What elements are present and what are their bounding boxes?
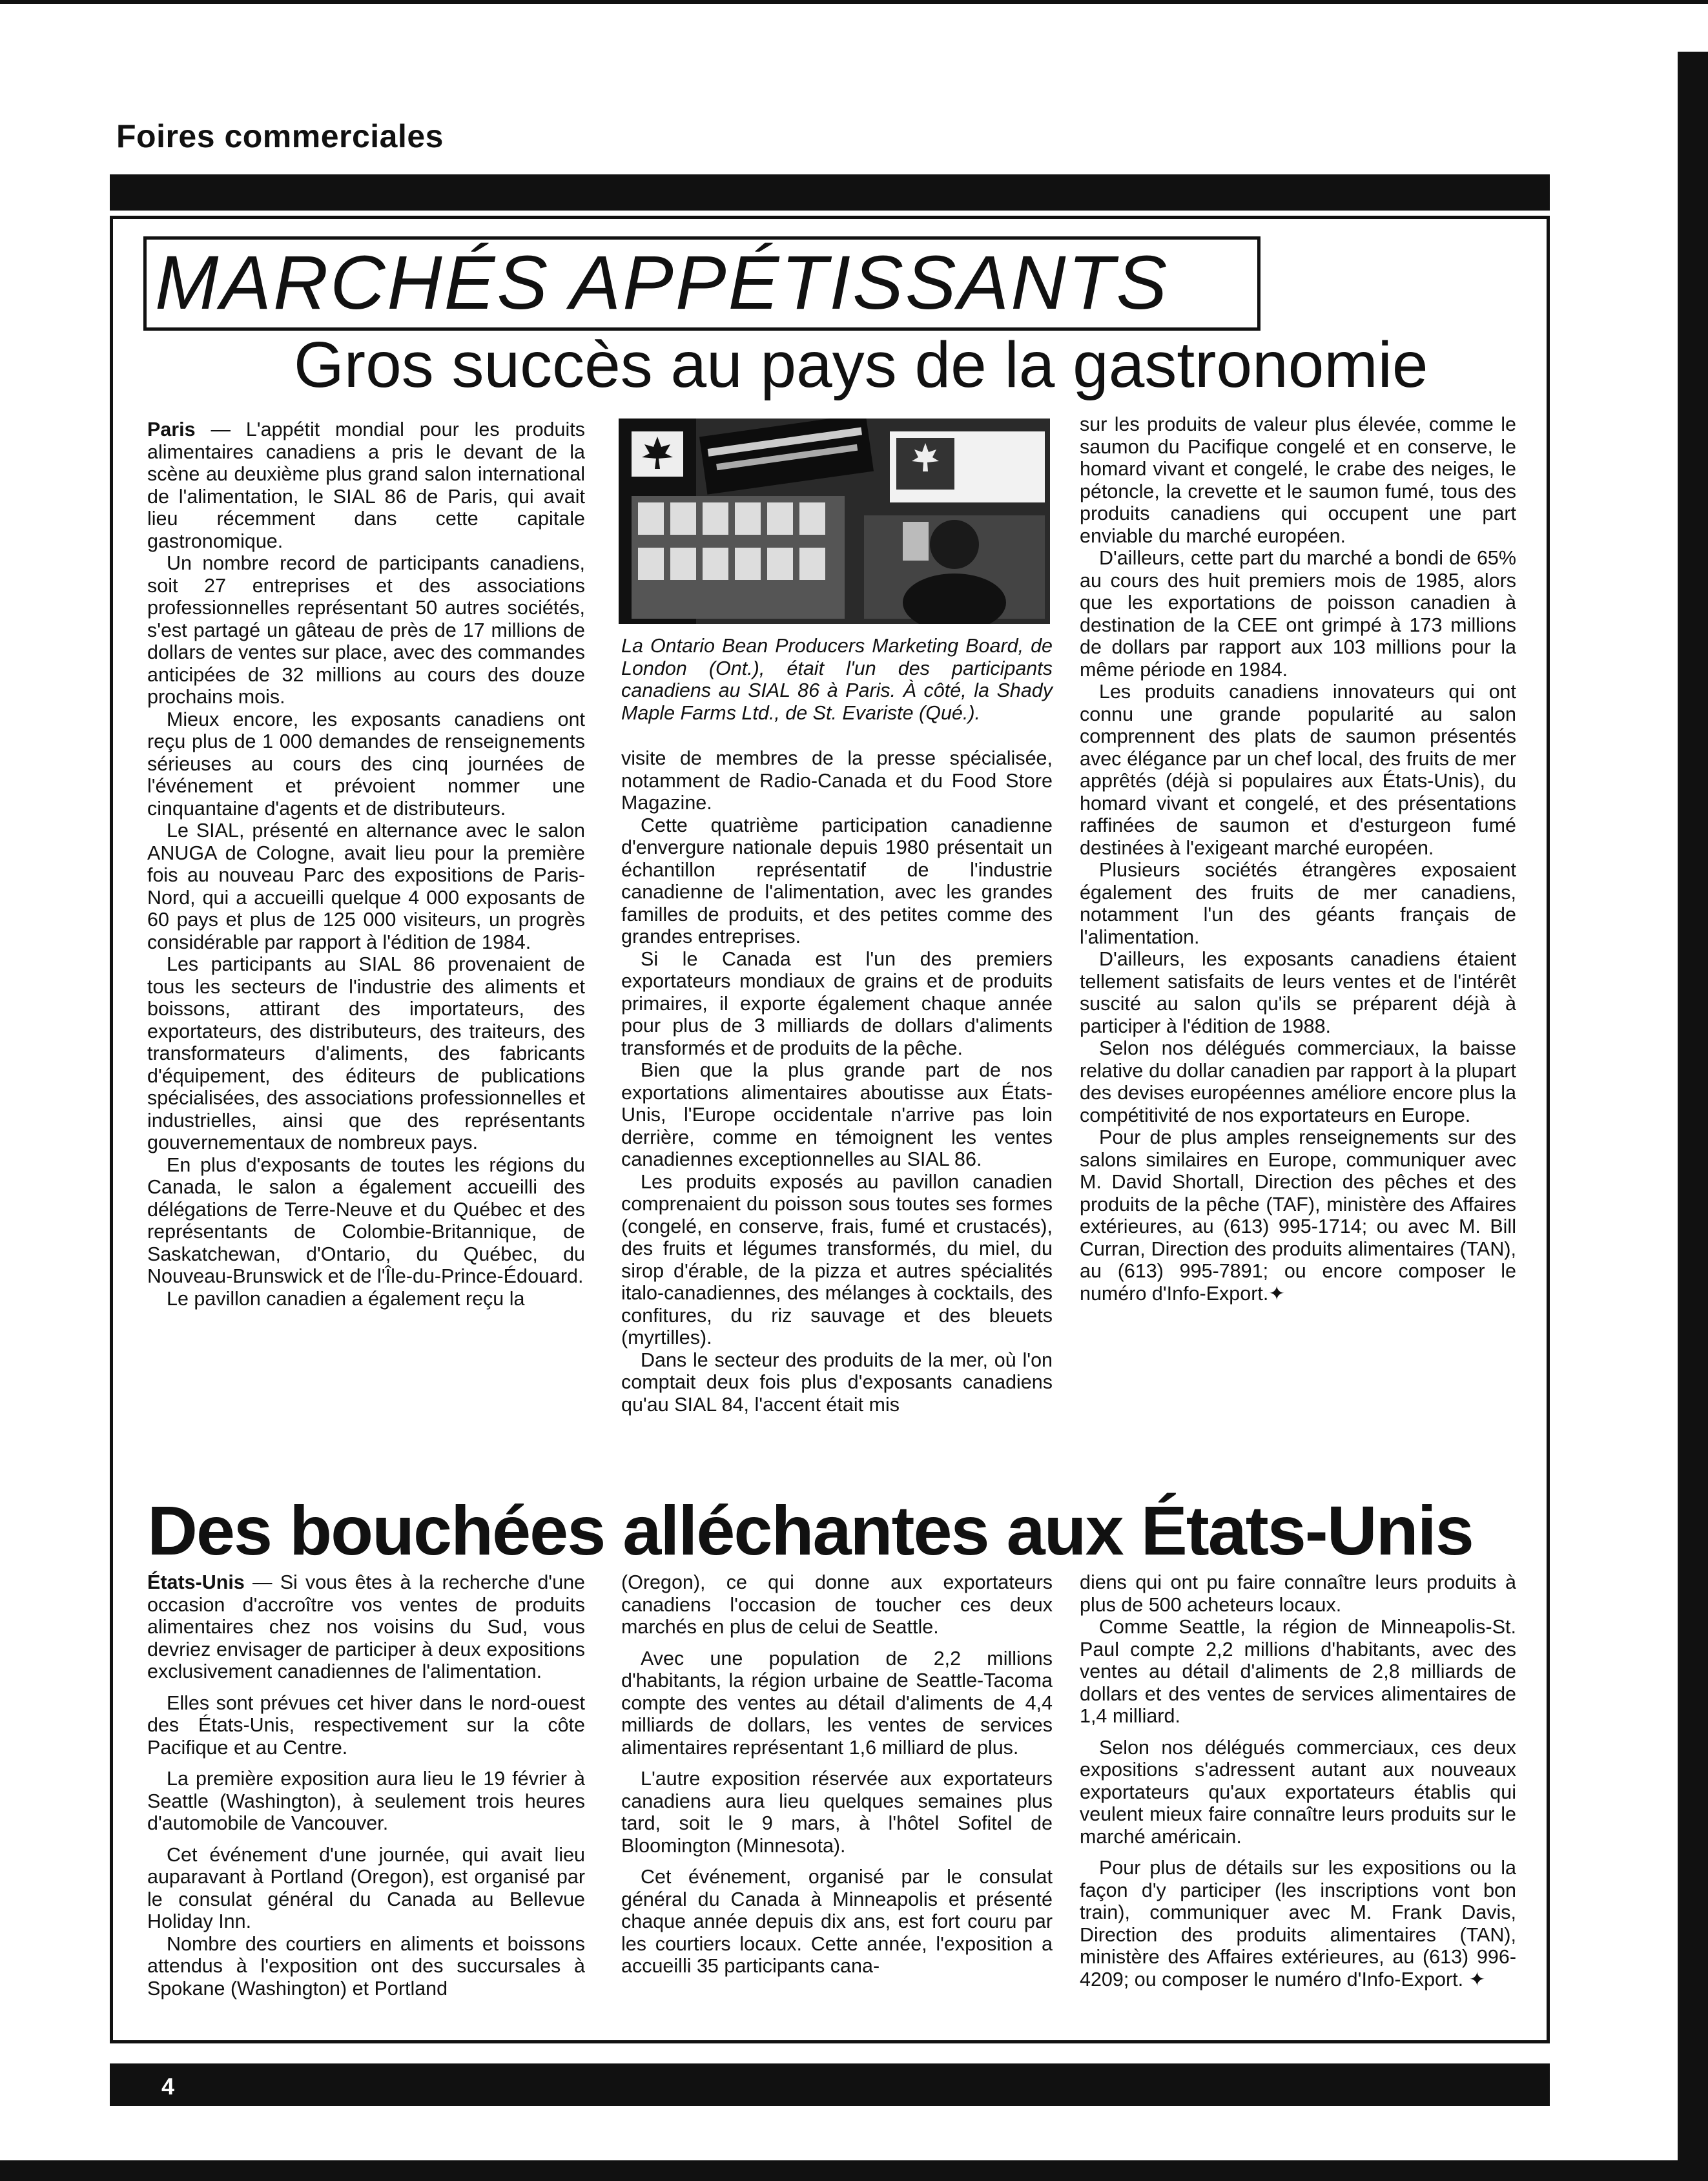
paragraph: D'ailleurs, cette part du marché a bondi de 65% au cours des huit premiers mois de 1985, alors que les exportations de poisson canadien à destination de la CEE ont grimpé à 173 millions de dollars par rapport aux 103 millions pour la même période en 1984. xyxy=(1080,547,1516,681)
paragraph: Nombre des courtiers en aliments et boissons attendus à l'exposition ont des succursales à Spokane (Washington) et Portland xyxy=(147,1932,585,2000)
pavilion-photo xyxy=(619,419,1050,624)
right-scan-edge xyxy=(1678,52,1708,2176)
article2-title: Des bouchées alléchantes aux États-Unis xyxy=(147,1491,1473,1569)
paragraph: Cet événement d'une journée, qui avait lieu auparavant à Portland (Oregon), est organisé par le consulat général du Canada au Bellevue Holiday Inn. xyxy=(147,1843,585,1932)
paragraph: États-Unis — Si vous êtes à la recherche d'une occasion d'accroître vos ventes de produits alimentaires chez nos voisins du Sud, vous devriez envisager de participer à deux expositions exclusivement canadiennes de l'alimentation. xyxy=(147,1571,585,1682)
paragraph: Dans le secteur des produits de la mer, où l'on comptait deux fois plus d'exposants canadiens qu'au SIAL 84, l'accent était mis xyxy=(621,1349,1053,1416)
article2-column-1 xyxy=(147,1571,585,2000)
paragraph: Selon nos délégués commerciaux, ces deux expositions s'adressent autant aux nouveaux exportateurs qu'aux exportateurs établis qui veulent mieux faire connaître leurs produits sur le marché américain. xyxy=(1080,1736,1516,1848)
page-number: 4 xyxy=(161,2073,175,2100)
article2-column-2 xyxy=(621,1571,1053,1978)
top-rule xyxy=(110,174,1550,211)
paragraph: Si le Canada est l'un des premiers exportateurs mondiaux de grains et de produits primaires, il exporte également chaque année pour plus de 3 milliards de dollars d'aliments transformés et de produits de la pêche. xyxy=(621,947,1053,1059)
paragraph: diens qui ont pu faire connaître leurs produits à plus de 500 acheteurs locaux. xyxy=(1080,1571,1516,1616)
paragraph: Les produits canadiens innovateurs qui ont connu une grande popularité au salon comprennent des plats de saumon présentés avec élégance par un chef local, des fruits de mer apprêtés (déjà si populaires aux États-Unis), du homard vivant et congelé, et des présentations raffinées de saumon et d'esturgeon fumé destinées à l'exigeant marché européen. xyxy=(1080,681,1516,859)
article1-column-3 xyxy=(1080,413,1516,1305)
dateline: Paris xyxy=(147,419,196,440)
paragraph: Le pavillon canadien a également reçu la xyxy=(167,1287,525,1310)
paragraph: En plus d'exposants de toutes les régions du Canada, le salon a également accueilli des délégations de Terre-Neuve et du Québec et des représentants de Colombie-Britannique, de Saskatchewan, d'Ontario, du Québec, du Nouveau-Brunswick et de l'Île-du-Prince-Édouard. xyxy=(147,1153,585,1287)
dateline: États-Unis xyxy=(147,1571,245,1593)
paragraph: Plusieurs sociétés étrangères exposaient également des fruits de mer canadiens, notamment l'un des géants français de l'alimentation. xyxy=(1080,859,1516,948)
article2-column-3 xyxy=(1080,1571,1516,1990)
article1-column-2 xyxy=(621,747,1053,1416)
paragraph: Elles sont prévues cet hiver dans le nord-ouest des États-Unis, respectivement sur la côte Pacifique et au Centre. xyxy=(147,1691,585,1759)
paragraph: Pour de plus amples renseignements sur des salons similaires en Europe, communiquer avec M. David Shortall, Direction des pêches et des produits de la pêche (TAF), ministère des Affaires extérieures, au (613) 995-1714; ou avec M. Bill Curran, Direction des produits alimentaires (TAN), au (613) 995-7891; ou encore composer le numéro d'Info-Export.✦ xyxy=(1080,1126,1516,1305)
paragraph: La première exposition aura lieu le 19 février à Seattle (Washington), à seulement trois heures d'automobile de Vancouver. xyxy=(147,1768,585,1834)
paragraph: Avec une population de 2,2 millions d'habitants, la région urbaine de Seattle-Tacoma compte des ventes au détail d'aliments de 4,4 milliards de dollars, les ventes de services alimentaires représentant 1,6 milliard de plus. xyxy=(621,1647,1053,1759)
paragraph: visite de membres de la presse spécialisée, notamment de Radio-Canada et du Food Store Magazine. xyxy=(621,747,1053,814)
section-label: Foires commerciales xyxy=(116,118,444,154)
paragraph: Cet événement, organisé par le consulat général du Canada à Minneapolis et présenté chaque année depuis dix ans, est fort couru par les courtiers locaux. Cette année, l'exposition a accueilli 35 participants cana- xyxy=(621,1866,1053,1977)
paragraph: (Oregon), ce qui donne aux exportateurs canadiens l'occasion de toucher ces deux marchés en plus de celui de Seattle. xyxy=(621,1571,1053,1638)
paragraph: Un nombre record de participants canadiens, soit 27 entreprises et des associations professionnelles représentant 50 autres sociétés, s'est partagé un gâteau de près de 17 millions de dollars de ventes sur place, avec des commandes anticipées de 32 millions au cours des douze prochains mois. xyxy=(147,552,585,708)
bottom-scan-edge xyxy=(0,2160,1708,2181)
bottom-rule xyxy=(110,2063,1550,2106)
article1-title: MARCHÉS APPÉTISSANTS xyxy=(155,240,1169,326)
paragraph: Les produits exposés au pavillon canadien comprenaient du poisson sous toutes ses formes (congelé, en conserve, frais, fumé et crustacés), des fruits et légumes transformés, du miel, du sirop d'érable, de la pizza et autres spécialités italo-canadiennes, des mélanges à cocktails, des confitures, du riz sauvage et des bleuets (myrtilles). xyxy=(621,1170,1053,1349)
paragraph: Selon nos délégués commerciaux, la baisse relative du dollar canadien par rapport à la plupart des devises européennes améliore encore plus la compétitivité de nos exportateurs en Europe. xyxy=(1080,1037,1516,1126)
paragraph: L'autre exposition réservée aux exportateurs canadiens aura lieu quelques semaines plus tard, soit le 9 mars, à l'hôtel Sofitel de Bloomington (Minnesota). xyxy=(621,1768,1053,1857)
paragraph: Le SIAL, présenté en alternance avec le salon ANUGA de Cologne, avait lieu pour la première fois au nouveau Parc des expositions de Paris-Nord, qui a accueilli quelque 4 000 exposants de 60 pays et plus de 125 000 visiteurs, un progrès considérable par rapport à l'édition de 1984. xyxy=(147,820,585,953)
paragraph: Comme Seattle, la région de Minneapolis-St. Paul compte 2,2 millions d'habitants, avec des ventes au détail d'aliments de 2,8 milliards de dollars et des ventes de services alimentaires de 1,4 milliard. xyxy=(1080,1616,1516,1727)
paragraph: Les participants au SIAL 86 provenaient de tous les secteurs de l'industrie des aliments et boissons, attirant des importateurs, des exportateurs, des distributeurs, des traiteurs, des transformateurs d'aliments, des fabricants d'équipement, des éditeurs de publications spécialisées, des associations professionnelles et industrielles, ainsi que des représentants gouvernementaux de nombreux pays. xyxy=(147,953,585,1153)
pavilion-photo-image xyxy=(619,419,1050,624)
article1-subtitle: Gros succès au pays de la gastronomie xyxy=(294,329,1428,401)
paragraph: Mieux encore, les exposants canadiens ont reçu plus de 1 000 demandes de renseignements sérieuses au cours des cinq journées de l'événement et prévoient nommer une cinquantaine d'agents et de distributeurs. xyxy=(147,708,585,820)
paragraph: sur les produits de valeur plus élevée, comme le saumon du Pacifique congelé et en conserve, le homard vivant et congelé, le crabe des neiges, le pétoncle, la crevette et le saumon fumé, tous des produits canadiens qui occupent une part enviable du marché européen. xyxy=(1080,413,1516,547)
article1-column-1 xyxy=(147,419,585,1310)
paragraph: D'ailleurs, les exposants canadiens étaient tellement satisfaits de leurs ventes et de l'intérêt suscité au salon qu'ils se préparent déjà à participer à l'édition de 1988. xyxy=(1080,948,1516,1037)
paragraph: Paris — L'appétit mondial pour les produits alimentaires canadiens a pris le devant de la scène au deuxième plus grand salon international de l'alimentation, le SIAL 86 de Paris, qui avait lieu récemment dans cette capitale gastronomique. xyxy=(147,419,585,552)
paragraph: Bien que la plus grande part de nos exportations alimentaires aboutisse aux États-Unis, l'Europe occidentale n'arrive pas loin derrière, comme en témoignent les ventes canadiennes exceptionnelles au SIAL 86. xyxy=(621,1059,1053,1170)
paragraph: Cette quatrième participation canadienne d'envergure nationale depuis 1980 présentait un échantillon représentatif de l'industrie canadienne de l'alimentation, avec les grandes familles de produits, et des petites comme des grandes entreprises. xyxy=(621,814,1053,947)
top-scan-edge xyxy=(0,0,1708,4)
photo-caption: La Ontario Bean Producers Marketing Board, de London (Ont.), était l'un des participants canadiens au SIAL 86 à Paris. À côté, la Shady Maple Farms Ltd., de St. Evariste (Qué.). xyxy=(621,635,1053,724)
paragraph: Pour plus de détails sur les expositions ou la façon d'y participer (les inscriptions vont bon train), communiquer avec M. Frank Davis, Direction des produits alimentaires (TAN), ministère des Affaires extérieures, au (613) 996-4209; ou composer le numéro d'Info-Export. ✦ xyxy=(1080,1857,1516,1990)
